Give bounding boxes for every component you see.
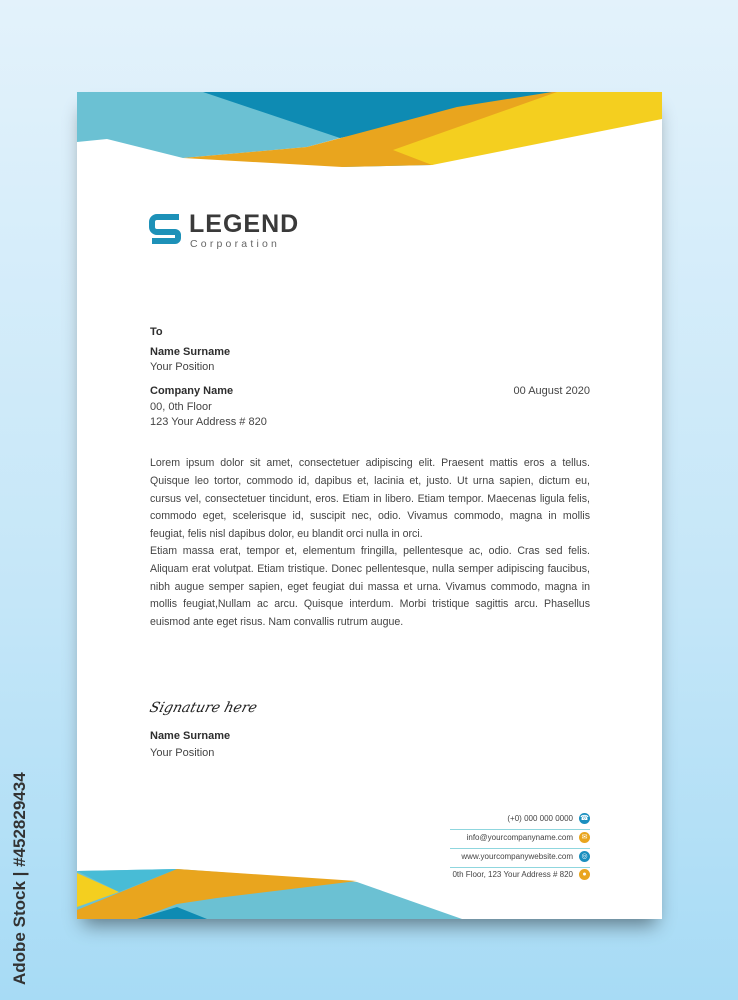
company-address: 123 Your Address # 820 <box>150 416 267 428</box>
header-shapes <box>77 92 662 167</box>
logo-mark-icon <box>149 213 183 247</box>
logo-name: LEGEND <box>189 210 300 238</box>
contact-phone <box>507 809 590 828</box>
globe-icon: ◎ <box>579 851 590 862</box>
contact-text: info@yourcompanyname.com <box>466 833 573 842</box>
letterhead-page <box>77 92 662 919</box>
phone-icon: ☎ <box>580 815 589 822</box>
contact-text: www.yourcompanywebsite.com <box>461 852 573 861</box>
contact-website <box>461 847 590 866</box>
contact-email <box>467 828 590 847</box>
signer-name: Name Surname <box>150 730 231 742</box>
company-name: Company Name <box>150 385 234 397</box>
body-paragraph: Etiam massa erat, tempor et, elementum fringilla, pellentesque ac, odio. Cras sed felis. Aliquam erat volutpat. Etiam tristique. Donec pellentesque, nulla semper adipiscing faucibus, nibh augue semper sapien, eget feugiat dui massa et urna. Vivamus commodo, magna in mollis feugiat,Nullam ac arcu. Quisque interdum. Morbi tristique sagittis arcu. Phasellus euismod ante eget risus. Nam convallis rutrum augue. <box>150 545 590 629</box>
contact-address <box>452 865 590 884</box>
letter-date: 00 August 2020 <box>513 385 590 397</box>
signature: Signature here <box>147 700 259 716</box>
to-label: To <box>150 326 163 338</box>
mail-icon: ✉ <box>579 832 590 843</box>
logo-tagline: Corporation <box>190 238 281 250</box>
signer-position: Your Position <box>150 747 215 759</box>
recipient-position: Your Position <box>150 361 215 373</box>
recipient-name: Name Surname <box>150 346 231 358</box>
location-pin-icon: ● <box>579 869 590 880</box>
contact-text: 0th Floor, 123 Your Address # 820 <box>452 870 573 879</box>
contact-text: (+0) 000 000 0000 <box>507 814 573 823</box>
footer-shapes <box>77 869 462 919</box>
stock-id-label: Adobe Stock | #452829434 <box>10 772 29 985</box>
body-paragraph: Lorem ipsum dolor sit amet, consectetuer adipiscing elit. Praesent mattis eros a tellus. Quisque leo tortor, commodo id, dapibus et, lacinia et, justo. Ut urna sapien, dictum eu, cursus vel, consectetuer tincidunt, eros. Etiam in libero. Etiam tempor. Maecenas ligula felis, commodo eget, scelerisque id, suscipit nec, odio. Vivamus commodo, magna in mollis feugiat, felis nisl dapibus dolor, eu blandit orci nulla in orci. <box>150 457 590 541</box>
company-floor: 00, 0th Floor <box>150 401 212 413</box>
